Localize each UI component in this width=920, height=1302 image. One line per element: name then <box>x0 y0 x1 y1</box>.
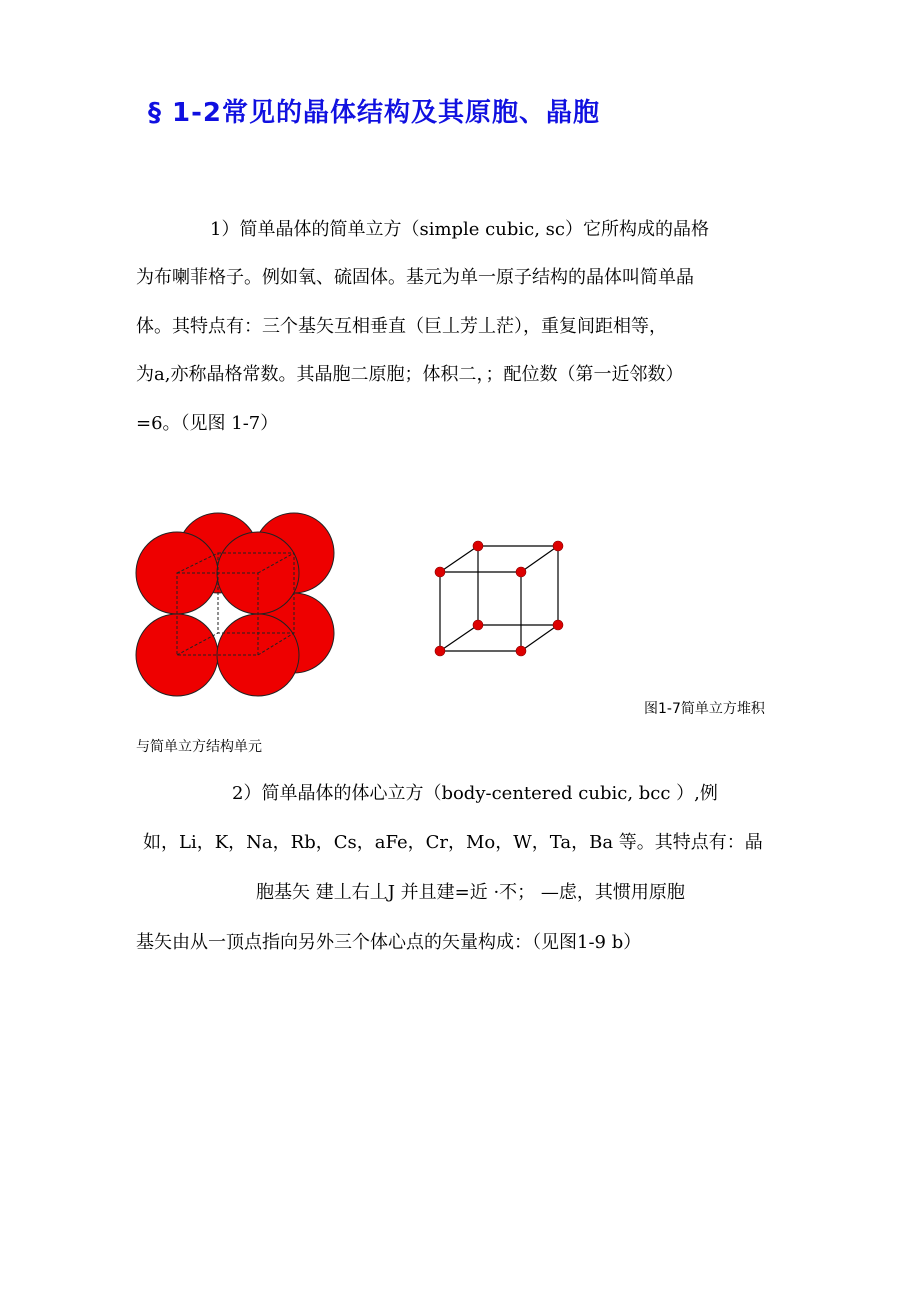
atom <box>516 567 526 577</box>
simple-cubic-cell-figure <box>430 535 570 660</box>
paragraph-line: 体。其特点有：三个基矢互相垂直（巨丄芳丄茫），重复间距相等， <box>136 316 667 337</box>
paragraph-line: 2）简单晶体的体心立方（body-centered cubic, bcc ）,例 <box>232 783 718 804</box>
paragraph-line: 基矢由从一顶点指向另外三个体心点的矢量构成：（见图1-9 b） <box>136 932 642 953</box>
paragraph-line: 为a,亦称晶格常数。其晶胞二原胞；体积二，；配位数（第一近邻数） <box>136 364 684 385</box>
paragraph-line: 胞基矢 建丄右丄J 并且建=近 ·不； —虑，其惯用原胞 <box>256 882 685 903</box>
atom <box>473 541 483 551</box>
figure-caption: 图1-7简单立方堆积 <box>644 701 765 717</box>
section-title: § 1-2常见的晶体结构及其原胞、晶胞 <box>148 98 601 128</box>
atom <box>473 620 483 630</box>
atom <box>435 567 445 577</box>
figure-caption-continued: 与简单立方结构单元 <box>136 739 262 755</box>
atom <box>553 620 563 630</box>
atom <box>516 646 526 656</box>
sphere-packing-figure <box>134 505 344 700</box>
atom <box>553 541 563 551</box>
paragraph-line: =6。（见图 1-7） <box>136 413 279 434</box>
atom <box>435 646 445 656</box>
paragraph-line: 为布喇菲格子。例如氧、硫固体。基元为单一原子结构的晶体叫简单晶 <box>136 267 694 288</box>
paragraph-line: 1）简单晶体的简单立方（simple cubic, sc）它所构成的晶格 <box>210 219 709 240</box>
paragraph-line: 如，Li，K，Na，Rb，Cs，aFe，Cr，Mo，W，Ta，Ba 等。其特点有：晶 <box>143 832 763 853</box>
